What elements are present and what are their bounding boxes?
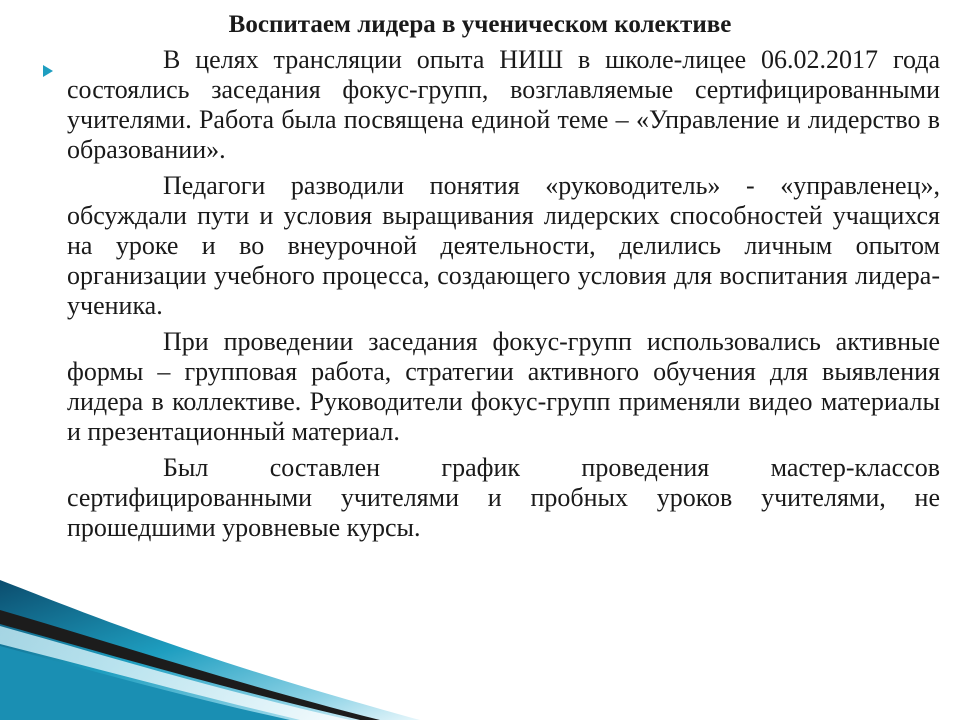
corner-wave-decoration	[0, 580, 420, 720]
paragraph-3: При проведении заседания фокус-групп использовались активные формы – групповая работа, стратегии активного обучения для выявления лидера в коллективе. Руководители фокус-групп применяли видео материалы и презентационный материал.	[67, 327, 940, 446]
slide-body	[67, 45, 940, 549]
paragraph-1: В целях трансляции опыта НИШ в школе-лицее 06.02.2017 года состоялись заседания фокус-групп, возглавляемые сертифицированными учителями. Работа была посвящена единой теме – «Управление и лидерство в образовании».	[67, 45, 940, 164]
triangle-bullet-icon	[43, 65, 53, 77]
slide-title: Воспитаем лидера в ученическом колективе	[228, 11, 732, 38]
paragraph-2: Педагоги разводили понятия «руководитель» - «управленец», обсуждали пути и условия выращивания лидерских способностей учащихся на уроке и во внеурочной деятельности, делились личным опытом организации учебного процесса, создающего условия для воспитания лидера-ученика.	[67, 171, 940, 320]
paragraph-4: Был составлен график проведения мастер-классов сертифицированными учителями и пробных уроков учителями, не прошедшими уровневые курсы.	[67, 453, 940, 542]
